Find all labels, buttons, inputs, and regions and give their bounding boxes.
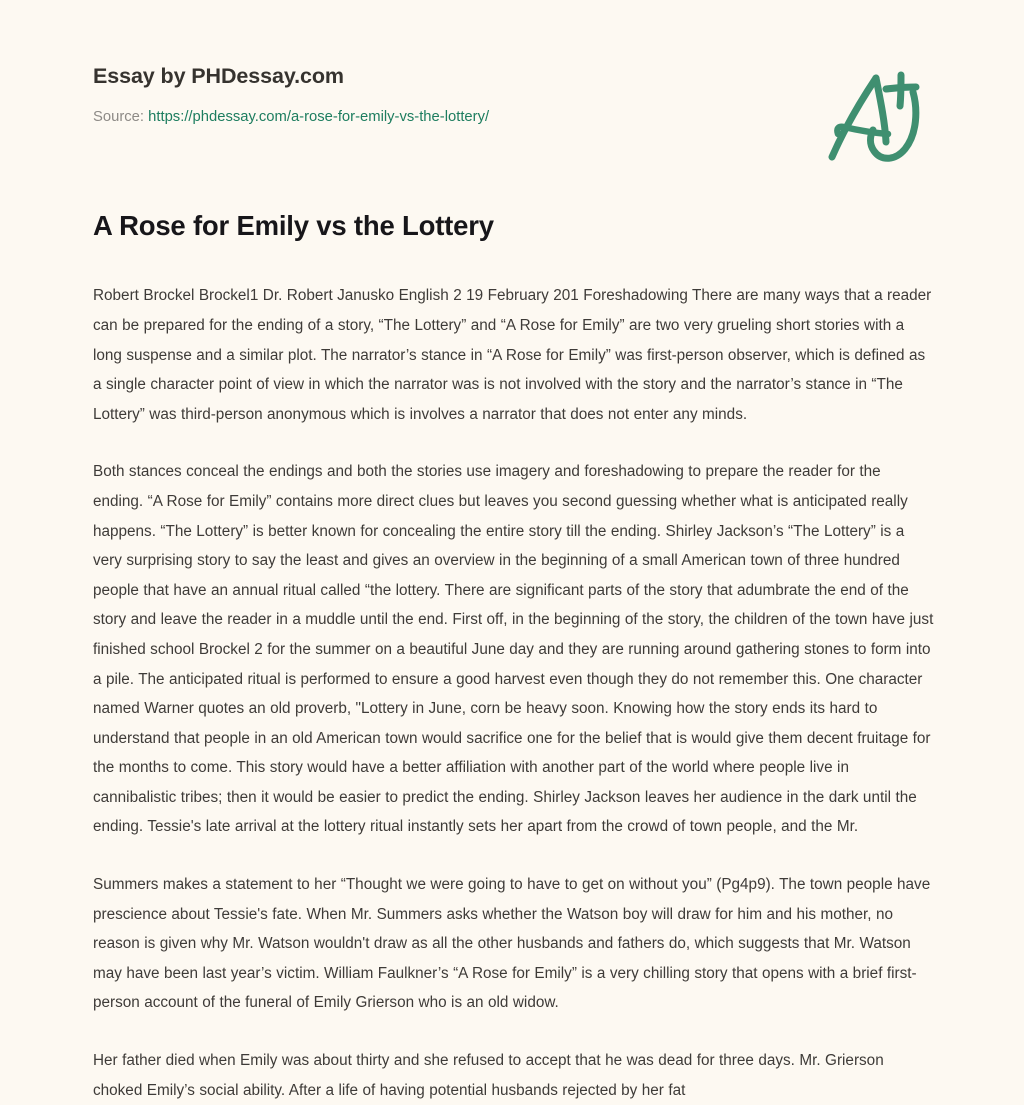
article-body [93, 209, 934, 1105]
a-plus-logo-icon [812, 62, 927, 170]
paragraph: Her father died when Emily was about thirty and she refused to accept that he was dead for three days. Mr. Grierson choked Emily’s social ability. After a life of having potential husbands rejected by her fat [93, 1052, 884, 1099]
paragraph: Both stances conceal the endings and both the stories use imagery and foreshadowing to prepare the reader for the ending. “A Rose for Emily” contains more direct clues but leaves you second guessing whether what is anticipated really happens. “The Lottery” is better known for concealing the entire story till the ending. Shirley Jackson’s “The Lottery” is a very surprising story to say the least and gives an overview in the beginning of a small American town of three hundred people that have an annual ritual called “the lottery. There are significant parts of the story that adumbrate the end of the story and leave the reader in a muddle until the end. First off, in the beginning of the story, the children of the town have just finished school Brockel 2 for the summer on a beautiful June day and they are running around gathering stones to form into a pile. The anticipated ritual is performed to ensure a good harvest even though they do not remember this. One character named Warner quotes an old proverb, "Lottery in June, corn be heavy soon. Knowing how the story ends its hard to understand that people in an old American town would sacrifice one for the belief that is would give them decent fruitage for the months to come. This story would have a better affiliation with another part of the world where people live in cannibalistic tribes; then it would be easier to predict the ending. Shirley Jackson leaves her audience in the dark until the ending. Tessie's late arrival at the lottery ritual instantly sets her apart from the crowd of town people, and the Mr. [93, 463, 934, 836]
source-label: Source: [93, 108, 144, 125]
paragraph: Summers makes a statement to her “Thought we were going to have to get on without you” (Pg4p9). The town people have prescience about Tessie's fate. When Mr. Summers asks whether the Watson boy will draw for him and his mother, no reason is given why Mr. Watson wouldn't draw as all the other husbands and fathers do, which suggests that Mr. Watson may have been last year’s victim. William Faulkner’s “A Rose for Emily” is a very chilling story that opens with a brief first-person account of the funeral of Emily Grierson who is an old widow. [93, 876, 931, 1012]
a-plus-logo[interactable] [812, 62, 927, 170]
page-title: A Rose for Emily vs the Lottery [93, 210, 494, 241]
source-url-link[interactable]: https://phdessay.com/a-rose-for-emily-vs-the-lottery/ [148, 108, 490, 125]
paragraph: Robert Brockel Brockel1 Dr. Robert Janusko English 2 19 February 201 Foreshadowing There are many ways that a reader can be prepared for the ending of a story, “The Lottery” and “A Rose for Emily” are two very grueling short stories with a long suspense and a similar plot. The narrator’s stance in “A Rose for Emily” was first-person observer, which is defined as a single character point of view in which the narrator was is not involved with the story and the narrator’s stance in “The Lottery” was third-person anonymous which is involves a narrator that does not enter any minds. [93, 287, 932, 423]
brand-title: Essay by PHDessay.com [93, 64, 344, 88]
